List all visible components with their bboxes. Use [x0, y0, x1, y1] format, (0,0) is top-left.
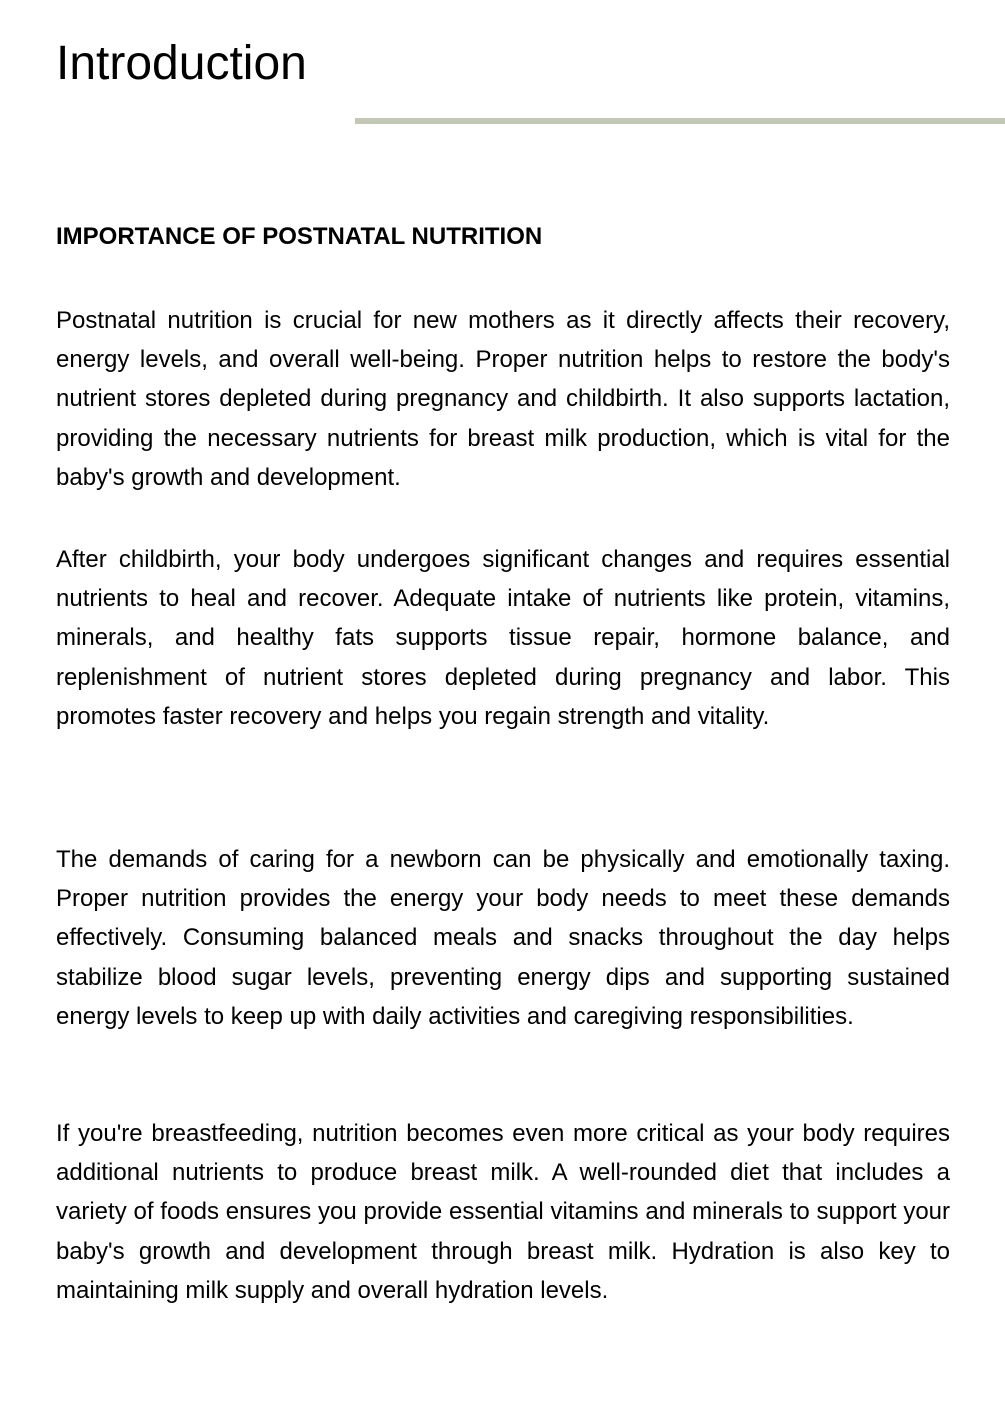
paragraph-recovery: After childbirth, your body undergoes significant changes and requires essential nutrients to heal and recover. Adequate intake of nutrients like protein, vitamins, minerals, and healthy fats supports tissue repair, hormone balance, and replenishment of nutrient stores depleted during pregnancy and labor. This promotes faster recovery and helps you regain strength and vitality.	[56, 546, 950, 730]
title-divider	[355, 118, 1005, 124]
paragraph-postnatal-nutrition: Postnatal nutrition is crucial for new mothers as it directly affects their recovery, energy levels, and overall well-being. Proper nutrition helps to restore the body's nutrient stores depleted during pregnancy and childbirth. It also supports lactation, providing the necessary nutrients for breast milk production, which is vital for the baby's growth and development.	[56, 307, 950, 491]
section-heading: IMPORTANCE OF POSTNATAL NUTRITION	[56, 223, 543, 250]
paragraph-breastfeeding: If you're breastfeeding, nutrition becomes even more critical as your body requires additional nutrients to produce breast milk. A well-rounded diet that includes a variety of foods ensures you provide essential vitamins and minerals to support your baby's growth and development through breast milk. Hydration is also key to maintaining milk supply and overall hydration levels.	[56, 1120, 950, 1304]
page-title: Introduction	[56, 37, 307, 90]
paragraph-energy: The demands of caring for a newborn can be physically and emotionally taxing. Proper nutrition provides the energy your body needs to meet these demands effectively. Consuming balanced meals and snacks throughout the day helps stabilize blood sugar levels, preventing energy dips and supporting sustained energy levels to keep up with daily activities and caregiving responsibilities.	[56, 846, 950, 1030]
